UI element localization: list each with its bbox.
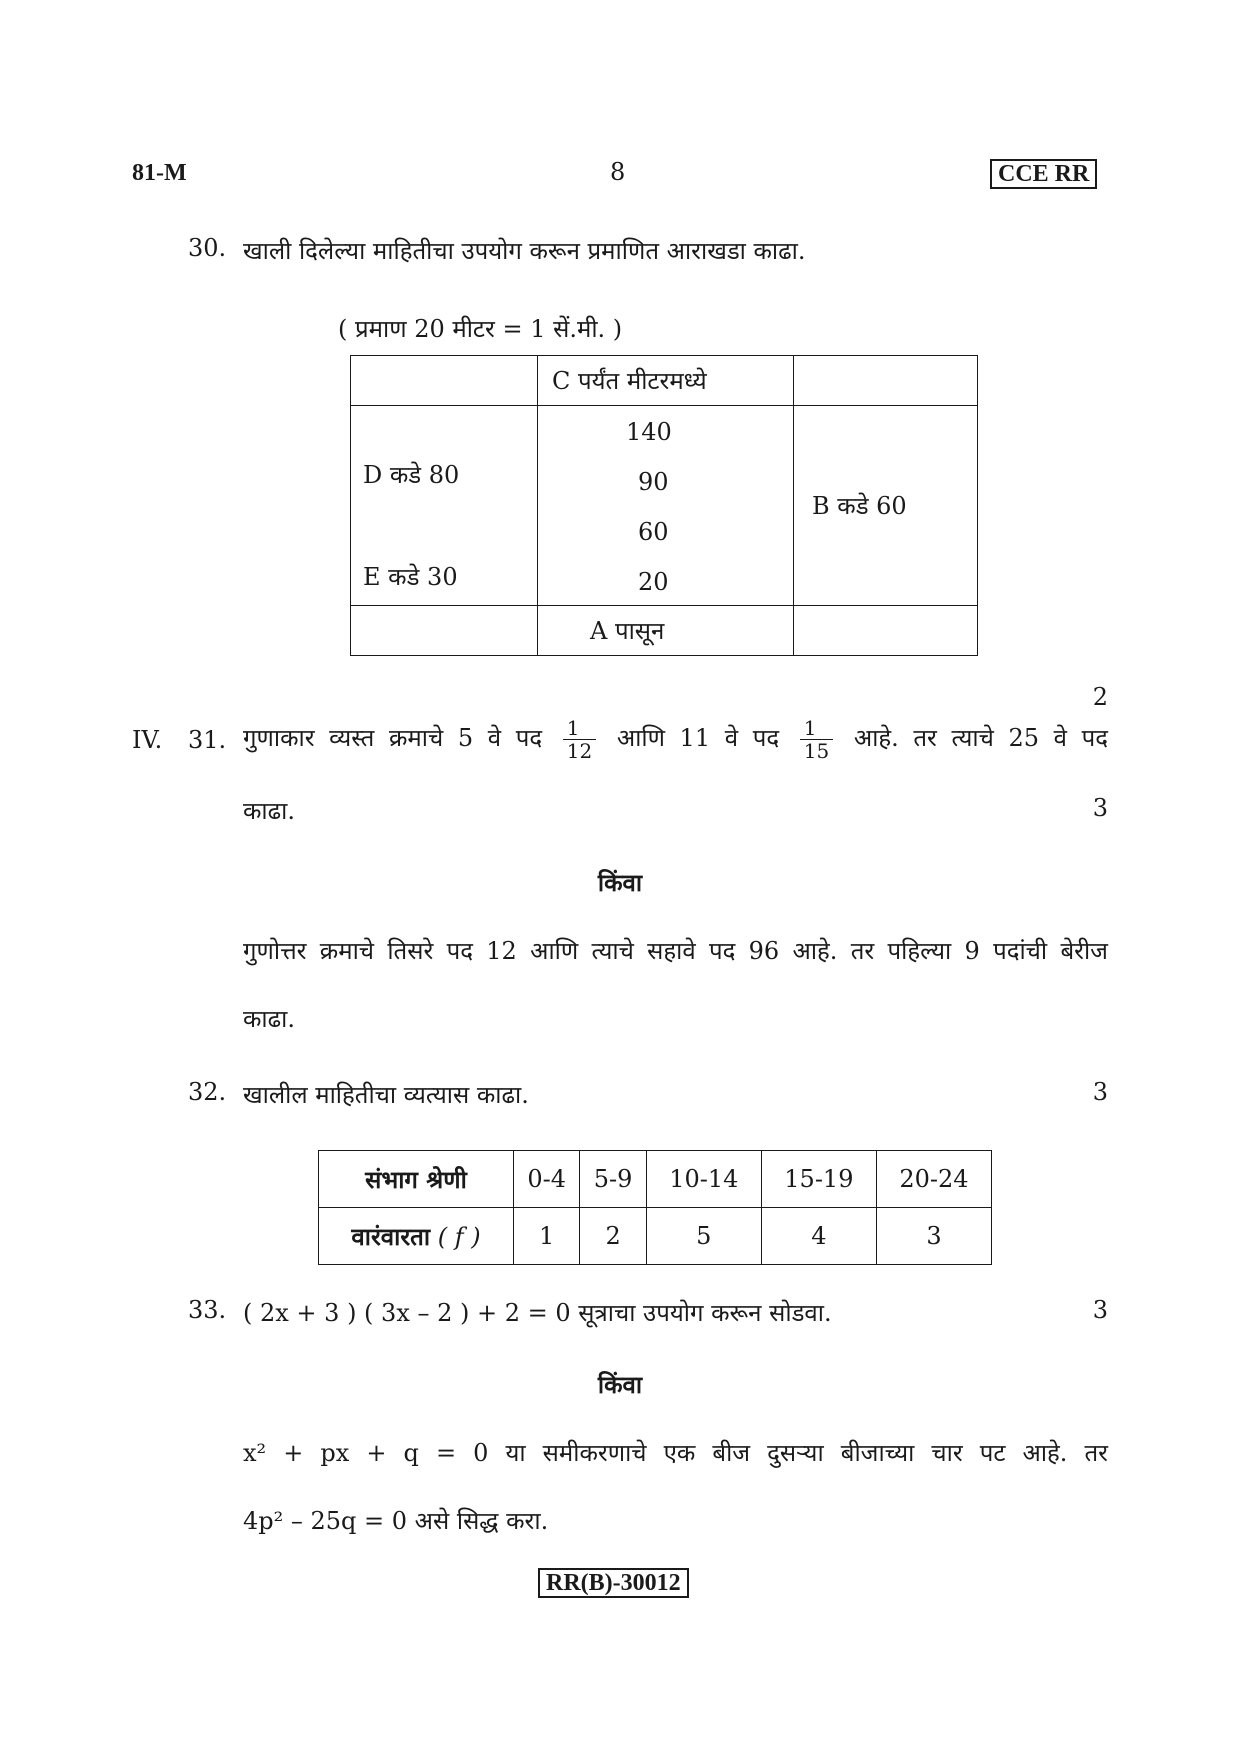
paper-code: 81-M [132, 160, 187, 186]
q32-class: 15-19 [761, 1151, 876, 1208]
q30-number: 30. [188, 234, 227, 262]
q32-marks: 3 [1092, 1078, 1108, 1106]
q30-empty-cell [794, 606, 978, 656]
q32-class: 10-14 [646, 1151, 761, 1208]
q30-value: 90 [638, 468, 669, 496]
q32-frequency-table [318, 1150, 992, 1265]
q32-text: खालील माहितीचा व्यत्यास काढा. [243, 1081, 529, 1109]
q30-empty-cell [351, 356, 538, 406]
q31-text-d: काढा. [243, 797, 296, 825]
q32-row2-label-cell [319, 1208, 514, 1265]
page-number: 8 [610, 158, 626, 186]
q32-frequency: 5 [646, 1208, 761, 1265]
q31-frac2-num: 1 [800, 717, 833, 740]
q32-frequency: 2 [580, 1208, 646, 1265]
q33-marks: 3 [1092, 1296, 1108, 1324]
q30-left-top: D कडे 80 [363, 461, 460, 489]
q30-value: 60 [638, 518, 669, 546]
q33-alt-line1: x² + px + q = 0 या समीकरणाचे एक बीज दुसऱ्या बीजाच्या चार पट आहे. तर [243, 1439, 1108, 1467]
q31-text-c: आहे. तर त्याचे 25 वे पद [853, 724, 1108, 752]
q30-footer: A पासून [538, 606, 794, 656]
cce-rr-badge: CCE RR [990, 159, 1097, 189]
q33-alt-line2: 4p² – 25q = 0 असे सिद्ध करा. [243, 1507, 549, 1535]
q32-frequency: 4 [761, 1208, 876, 1265]
q31-fraction-1 [563, 717, 596, 762]
q30-survey-table [350, 355, 978, 656]
q30-marks: 2 [1092, 683, 1108, 711]
q31-frac1-den: 12 [566, 739, 593, 763]
q31-alt-line1: गुणोत्तर क्रमाचे तिसरे पद 12 आणि त्याचे सहावे पद 96 आहे. तर पहिल्या 9 पदांची बेरीज [243, 937, 1108, 965]
q31-fraction-2 [800, 717, 833, 762]
q32-class: 0-4 [514, 1151, 580, 1208]
q31-number: 31. [188, 726, 227, 754]
q30-value: 140 [626, 418, 672, 446]
q30-right-cell: B कडे 60 [794, 406, 978, 606]
footer-code-badge: RR(B)-30012 [538, 1568, 689, 1598]
q31-alt-line2: काढा. [243, 1005, 296, 1033]
q30-left-cell [351, 406, 538, 606]
q32-class: 20-24 [876, 1151, 991, 1208]
q30-scale: ( प्रमाण 20 मीटर = 1 सें.मी. ) [338, 315, 623, 343]
q30-col-header: C पर्यंत मीटरमध्ये [538, 356, 794, 406]
q31-marks: 3 [1092, 794, 1108, 822]
q30-empty-cell [351, 606, 538, 656]
q33-or-divider: किंवा [597, 1370, 643, 1399]
q30-empty-cell [794, 356, 978, 406]
q30-left-bottom: E कडे 30 [363, 563, 458, 591]
q32-number: 32. [188, 1078, 227, 1106]
q32-row2-symbol: ( f ) [437, 1222, 481, 1251]
q31-text-a: गुणाकार व्यस्त क्रमाचे 5 वे पद [243, 724, 543, 752]
q31-frac2-den: 15 [803, 739, 830, 763]
q32-frequency: 1 [514, 1208, 580, 1265]
q32-row2-label: वारंवारता [351, 1221, 431, 1251]
q31-text-b: आणि 11 वे पद [616, 724, 780, 752]
q33-text: ( 2x + 3 ) ( 3x – 2 ) + 2 = 0 सूत्राचा उपयोग करून सोडवा. [243, 1299, 832, 1327]
q30-text: खाली दिलेल्या माहितीचा उपयोग करून प्रमाणित आराखडा काढा. [243, 237, 806, 265]
q31-text-line1 [243, 712, 1108, 764]
q30-value: 20 [638, 568, 669, 596]
q30-values-cell [538, 406, 794, 606]
q31-or-divider: किंवा [597, 868, 643, 897]
q32-frequency: 3 [876, 1208, 991, 1265]
q31-frac1-num: 1 [563, 717, 596, 740]
q32-row1-label: संभाग श्रेणी [319, 1151, 514, 1208]
q33-number: 33. [188, 1296, 227, 1324]
q32-class: 5-9 [580, 1151, 646, 1208]
section-iv-label: IV. [132, 726, 163, 754]
